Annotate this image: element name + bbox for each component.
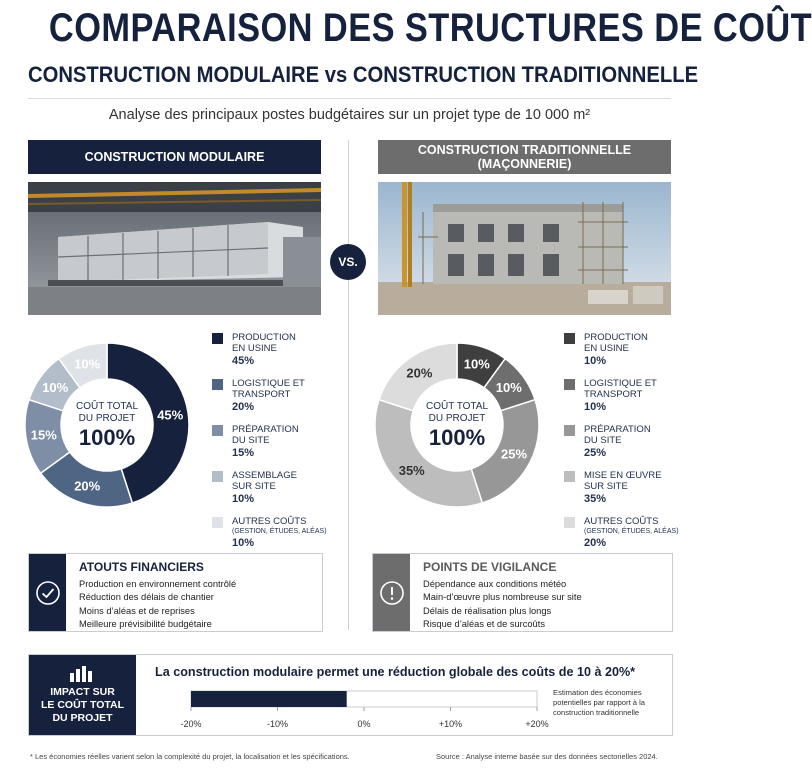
legend-swatch	[564, 333, 575, 344]
legend-swatch	[212, 425, 223, 436]
financial-strengths-title: ATOUTS FINANCIERS	[79, 560, 204, 574]
impact-side-label	[29, 686, 136, 725]
traditional-construction-photo	[378, 182, 671, 315]
legend-label-line: PRODUCTION	[584, 332, 648, 343]
check-circle-icon	[29, 554, 66, 631]
page-subtitle: CONSTRUCTION MODULAIRE vs CONSTRUCTION TRADITIONNELLE	[27, 62, 699, 87]
source-note: Source : Analyse interne basée sur des données sectorielles 2024.	[436, 752, 658, 761]
list-item: Dépendance aux conditions météo	[423, 579, 567, 589]
vigilance-points-box	[372, 553, 673, 632]
impact-tick-label: 0%	[357, 719, 371, 729]
vs-badge: VS.	[330, 244, 366, 280]
legend-label-line: SUR SITE	[584, 481, 628, 492]
impact-tick-label: -10%	[266, 719, 289, 729]
impact-panel	[28, 654, 673, 736]
legend-value: 15%	[232, 447, 255, 459]
impact-tick-label: +10%	[438, 719, 463, 729]
impact-note: Estimation des économies potentielles par rapport à la construction traditionnelle	[553, 688, 646, 717]
legend-label	[584, 332, 694, 354]
modular-slice-label: 20%	[74, 478, 101, 494]
list-item: Production en environnement contrôlé	[79, 579, 237, 589]
modular-center-label: COÛT TOTAL	[75, 401, 139, 412]
legend-label	[232, 516, 342, 536]
legend-label-line: SUR SITE	[232, 481, 276, 492]
legend-swatch	[212, 471, 223, 482]
traditional-center-label: COÛT TOTAL	[425, 401, 489, 412]
legend-label	[232, 332, 342, 354]
impact-range-chart	[151, 685, 551, 733]
legend-label	[232, 424, 342, 446]
modular-slice-label: 45%	[157, 407, 184, 423]
legend-label-line: PRÉPARATION	[232, 424, 299, 435]
impact-tick-label: +20%	[525, 719, 549, 729]
financial-strengths-list	[79, 578, 236, 632]
traditional-slice-label: 10%	[495, 379, 522, 395]
legend-label	[584, 424, 694, 446]
impact-savings-bar	[191, 691, 347, 707]
vigilance-points-title: POINTS DE VIGILANCE	[423, 560, 557, 574]
modular-center-value: 100%	[78, 425, 136, 450]
legend-label	[584, 378, 694, 400]
legend-value: 45%	[232, 355, 255, 367]
legend-label-line: MISE EN ŒUVRE	[584, 470, 662, 481]
traditional-slice-label: 10%	[463, 356, 490, 372]
impact-title: La construction modulaire permet une réduction globale des coûts de 10 à 20%*	[155, 665, 636, 679]
legend-label	[584, 470, 694, 492]
list-item: Moins d’aléas et de reprises	[79, 605, 195, 616]
traditional-center-label: DU PROJET	[428, 413, 486, 424]
legend-label	[584, 516, 694, 536]
modular-heading: CONSTRUCTION MODULAIRE	[28, 140, 321, 174]
traditional-heading-line1: CONSTRUCTION TRADITIONNELLE	[417, 143, 632, 157]
vigilance-points-list	[423, 578, 582, 632]
legend-value: 10%	[584, 355, 607, 367]
modular-slice-label: 10%	[74, 356, 101, 372]
legend-label-line: LOGISTIQUE ET	[232, 378, 305, 389]
legend-label-line: TRANSPORT	[584, 389, 643, 400]
legend-label-line: PRODUCTION	[232, 332, 296, 343]
financial-strengths-box	[28, 553, 323, 632]
impact-side-label-line: IMPACT SUR	[50, 686, 115, 698]
bar-chart-icon	[69, 663, 93, 688]
legend-label-line: DU SITE	[232, 435, 270, 446]
legend-label-line: ASSEMBLAGE	[232, 470, 297, 481]
traditional-heading	[378, 140, 671, 174]
legend-label-line: LOGISTIQUE ET	[584, 378, 657, 389]
modular-construction-photo	[28, 182, 321, 315]
legend-swatch	[564, 517, 575, 528]
legend-value: 10%	[584, 401, 607, 413]
legend-value: 20%	[584, 537, 607, 549]
list-item: Meilleure prévisibilité budgétaire	[79, 619, 212, 630]
modular-slice-label: 10%	[42, 379, 69, 395]
legend-value: 10%	[232, 493, 255, 505]
legend-swatch	[212, 517, 223, 528]
legend-swatch	[212, 333, 223, 344]
legend-label-line: PRÉPARATION	[584, 424, 651, 435]
impact-tick-label: -20%	[180, 719, 202, 729]
intro-text: Analyse des principaux postes budgétaires sur un projet type de 10 000 m²	[108, 107, 591, 123]
header-divider	[28, 98, 671, 99]
traditional-heading-line2: (MAÇONNERIE)	[477, 157, 572, 171]
legend-label-line: DU SITE	[584, 435, 622, 446]
page-title: COMPARAISON DES STRUCTURES DE COÛT	[48, 6, 812, 50]
legend-label-line: EN USINE	[584, 343, 629, 354]
legend-label	[232, 470, 342, 492]
traditional-slice-label: 25%	[501, 446, 528, 462]
legend-swatch	[564, 471, 575, 482]
footnote: * Les économies réelles varient selon la complexité du projet, la localisation et les spécifications.	[30, 752, 350, 761]
legend-label-sub: (GESTION, ÉTUDES, ALÉAS)	[232, 528, 327, 535]
list-item: Délais de réalisation plus longs	[423, 605, 552, 616]
impact-side-label-line: LE COÛT TOTAL	[40, 699, 125, 711]
legend-value: 35%	[584, 493, 607, 505]
legend-label-line: AUTRES COÛTS	[584, 516, 659, 527]
legend-value: 10%	[232, 537, 255, 549]
impact-side-panel	[29, 655, 136, 735]
legend-label-line: TRANSPORT	[232, 389, 291, 400]
modular-slice-label: 15%	[30, 427, 57, 443]
traditional-center-value: 100%	[428, 425, 486, 450]
legend-swatch	[564, 425, 575, 436]
legend-label	[232, 378, 342, 400]
legend-label-line: AUTRES COÛTS	[232, 516, 307, 527]
modular-cost-donut	[22, 330, 192, 520]
list-item: Main-d’œuvre plus nombreuse sur site	[423, 592, 582, 603]
list-item: Risque d’aléas et de surcoûts	[423, 619, 545, 630]
traditional-cost-donut	[372, 330, 542, 520]
legend-value: 20%	[232, 401, 255, 413]
legend-label-line: EN USINE	[232, 343, 277, 354]
modular-center-label: DU PROJET	[78, 413, 136, 424]
legend-label-sub: (GESTION, ÉTUDES, ALÉAS)	[584, 528, 679, 535]
exclamation-circle-icon	[373, 554, 410, 631]
impact-side-label-line: DU PROJET	[52, 712, 113, 724]
legend-swatch	[212, 379, 223, 390]
traditional-slice-label: 35%	[398, 462, 425, 478]
legend-value: 25%	[584, 447, 607, 459]
center-divider	[348, 140, 349, 630]
traditional-slice-label: 20%	[406, 365, 433, 381]
list-item: Réduction des délais de chantier	[79, 592, 214, 603]
legend-swatch	[564, 379, 575, 390]
